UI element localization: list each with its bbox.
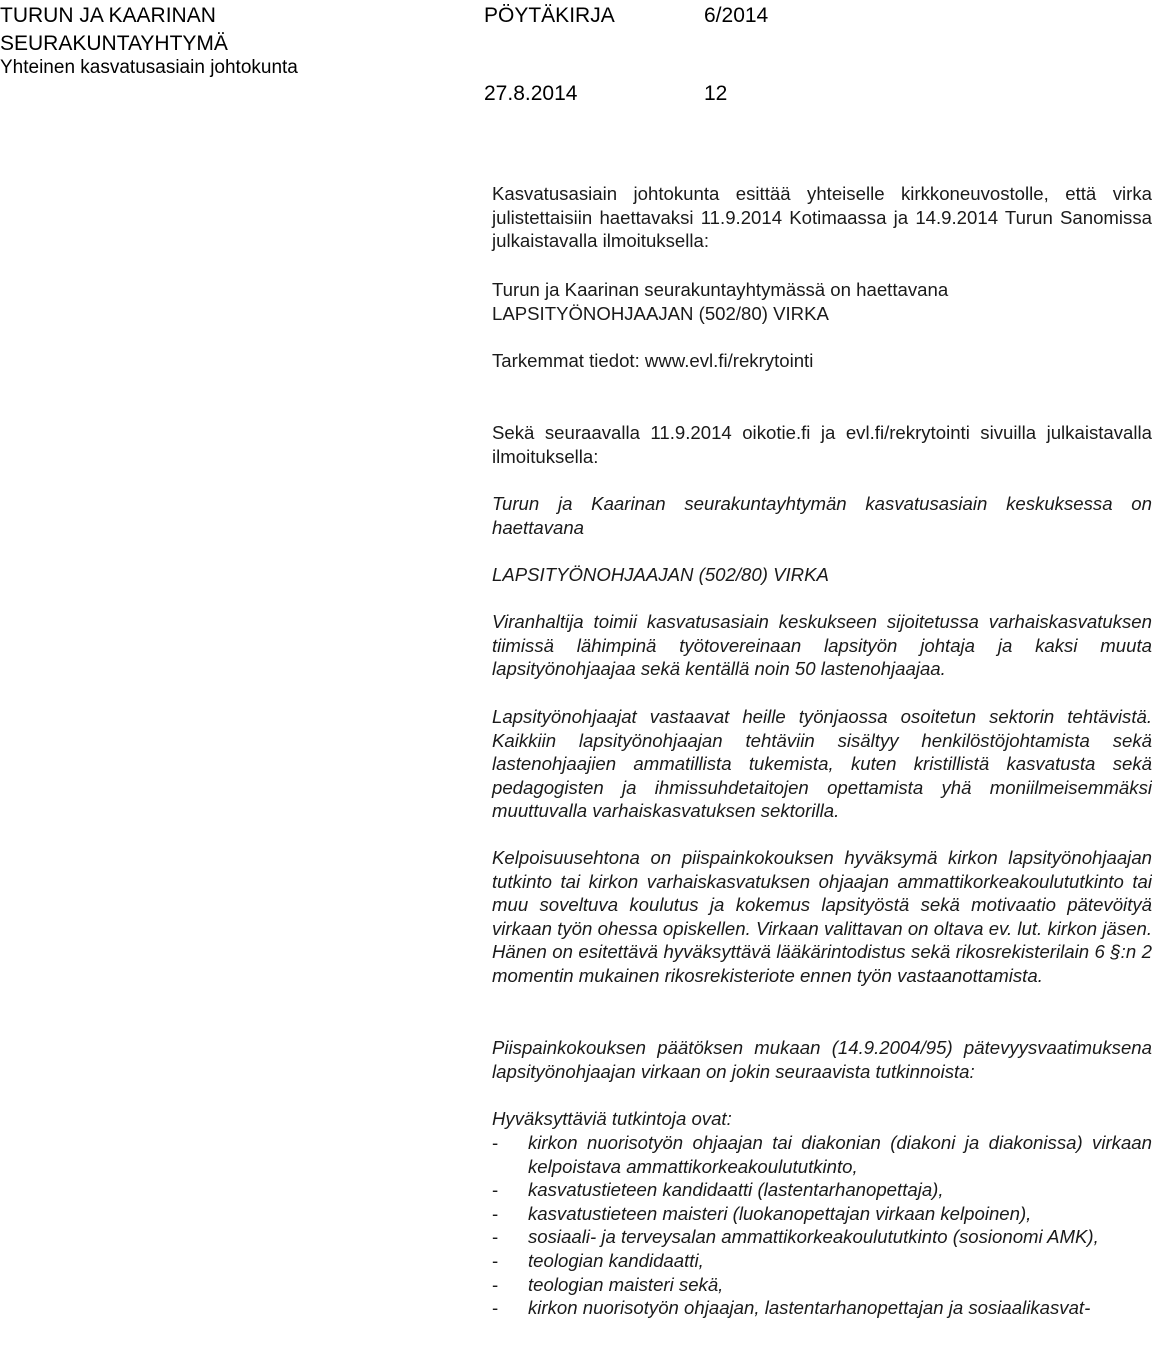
list-item [492,1296,1152,1320]
list-item [492,1249,1152,1273]
proposal-paragraph: Kasvatusasiain johtokunta esittää yhteiselle kirkkoneuvostolle, että virka julistettaisiin haettavaksi 11.9.2014 Kotimaassa ja 14.9.2014 Turun Sanomissa julkaistavalla ilmoituksella: [492,183,1152,252]
list-item [492,1178,1152,1202]
list-item-text: kasvatustieteen kandidaatti (lastentarhanopettaja), [528,1179,944,1201]
accepted-degrees-list [492,1131,1152,1320]
org-name-line2: SEURAKUNTAYHTYMÄ [0,32,228,55]
list-dash: - [492,1202,499,1224]
list-item [492,1225,1152,1249]
list-dash: - [492,1297,499,1319]
qualification-paragraph: Kelpoisuusehtona on piispainkokouksen hyväksymä kirkon lapsityönohjaajan tutkinto tai kirkon varhaiskasvatuksen ohjaajan ammattikorkeakoulututkinto tai muu soveltuva koulutus ja kokemus lapsityöstä sekä motivaatio pätevöityä virkaan työn ohessa opiskellen. Virkaan valittavan on oltava ev. lut. kirkon jäsen. Hänen on esitettävä hyväksyttävä lääkärintodistus sekä rikosrekisterilain 6 §:n 2 momentin mukainen rikosrekisteriote ennen työn vastaanottamista. [492,847,1152,986]
list-item-text: kirkon nuorisotyön ohjaajan, lastentarhanopettajan ja sosiaalikasvat- [528,1297,1091,1319]
page-number: 12 [704,82,728,105]
document-number: 6/2014 [704,4,769,27]
list-dash: - [492,1273,499,1295]
document-type: PÖYTÄKIRJA [484,4,615,27]
list-item [492,1202,1152,1226]
meeting-date: 27.8.2014 [484,82,578,105]
announcement-paragraph: Turun ja Kaarinan seurakuntayhtymässä on haettavana LAPSITYÖNOHJAAJAN (502/80) VIRKA [492,279,949,324]
vacancy-intro-paragraph: Turun ja Kaarinan seurakuntayhtymän kasvatusasiain keskuksessa on haettavana [492,493,1152,538]
list-item-text: teologian kandidaatti, [528,1249,704,1271]
list-item-text: kasvatustieteen maisteri (luokanopettajan virkaan kelpoinen), [528,1202,1032,1224]
list-item-text: kirkon nuorisotyön ohjaajan tai diakonian (diakoni ja diakonissa) virkaan kelpoistava ammattikorkeakoulututkinto, [528,1132,1152,1177]
role-description-paragraph: Viranhaltija toimii kasvatusasiain keskukseen sijoitetussa varhaiskasvatuksen tiimissä lähimpinä työtovereinaan lapsityön johtaja ja kaksi muuta lapsityönohjaajaa sekä kentällä noin 50 lastenohjaajaa. [492,611,1152,680]
list-dash: - [492,1132,499,1153]
list-item [492,1273,1152,1297]
list-item-text: sosiaali- ja terveysalan ammattikorkeakoulututkinto (sosionomi AMK), [528,1226,1099,1248]
duties-paragraph: Lapsityönohjaajat vastaavat heille työnjaossa osoitetun sektorin tehtävistä. Kaikkiin lapsityönohjaajan tehtäviin sisältyy henkilöstöjohtamista sekä lastenohjaajien ammatillista tukemista, kuten kristillistä kasvatusta sekä pedagogisten ja ihmissuhdetaitojen opettamista yhä moniilmeisemmäksi muuttuvalla varhaiskasvatuksen sektorilla. [492,706,1152,822]
accepted-degrees-title: Hyväksyttäviä tutkintoja ovat: [492,1108,732,1129]
org-name-line1: TURUN JA KAARINAN [0,4,216,27]
list-dash: - [492,1226,499,1248]
committee-name: Yhteinen kasvatusasiain johtokunta [0,57,298,78]
bishops-decision-paragraph: Piispainkokouksen päätöksen mukaan (14.9.2004/95) pätevyysvaatimuksena lapsityönohjaajan virkaan on jokin seuraavista tutkinnoista: [492,1037,1152,1082]
list-dash: - [492,1179,499,1201]
vacancy-title: LAPSITYÖNOHJAAJAN (502/80) VIRKA [492,564,829,585]
online-announcement-paragraph: Sekä seuraavalla 11.9.2014 oikotie.fi ja evl.fi/rekrytointi sivuilla julkaistavalla ilmoituksella: [492,422,1152,467]
list-item-text: teologian maisteri sekä, [528,1273,724,1295]
list-item [492,1131,1152,1178]
list-dash: - [492,1249,499,1271]
more-info-paragraph: Tarkemmat tiedot: www.evl.fi/rekrytointi [492,350,814,371]
